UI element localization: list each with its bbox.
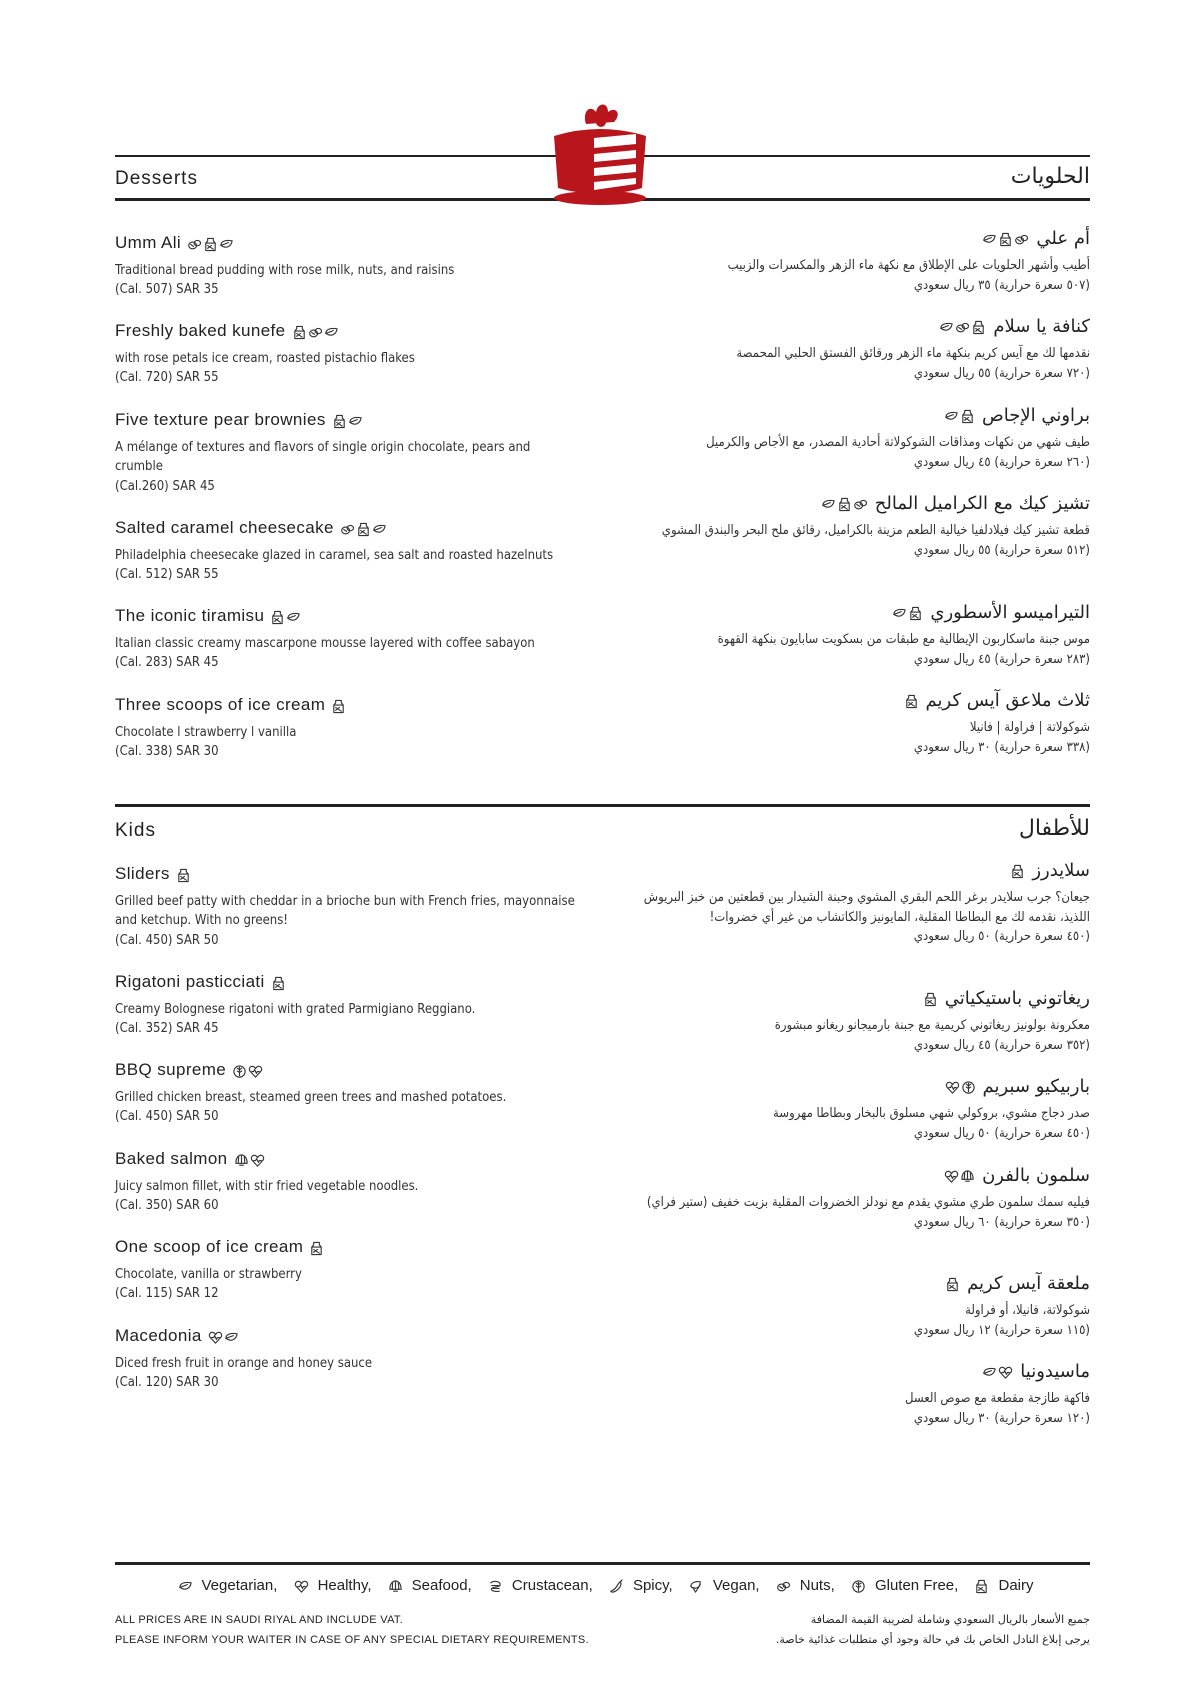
vegetarian-icon [224,1330,239,1345]
legend-icon-wrap [776,1578,794,1595]
item-description: أطيب وأشهر الحلويات على الإطلاق مع نكهة ماء الزهر والمكسرات والزبيب [727,258,1090,273]
dietary-icons [945,1273,961,1295]
item-name: ماسيدونيا [1020,1361,1090,1382]
item-price: (Cal. 283) SAR 45 [115,655,219,671]
legend-icon-wrap [294,1578,312,1595]
item-description: Philadelphia cheesecake glazed in caramel, sea salt and roasted hazelnuts [115,547,554,563]
gluten-free-icon [232,1064,247,1079]
item-description: نقدمها لك مع آيس كريم بنكهة ماء الزهر ورقائق الفستق الحلبي المحمصة [736,346,1090,361]
item-name: ريغاتوني باستيكياتي [944,988,1090,1009]
dairy-icon [331,699,346,714]
item-name: باربيكيو سبريم [982,1076,1090,1097]
item-name: سلايدرز [1032,860,1090,881]
menu-item [115,971,575,1039]
item-price: (٣٥٢ سعرة حرارية) ٤٥ ريال سعودي [913,1037,1090,1053]
dairy-icon [837,497,852,512]
menu-item [115,517,575,585]
dietary-icons [1010,860,1026,882]
item-name: Freshly baked kunefe [115,321,286,340]
legend-entry: Spicy, [603,1577,673,1595]
dietary-icons [232,1060,264,1082]
dairy-icon [923,992,938,1007]
item-price: (٥١٢ سعرة حرارية) ٥٥ ريال سعودي [913,542,1090,558]
menu-item [115,1236,575,1304]
dairy-icon [270,610,285,625]
dietary-legend [115,1577,1090,1595]
item-description: with rose petals ice cream, roasted pistachio flakes [115,350,415,366]
dietary-icons [821,493,869,515]
vegetarian-icon [892,606,907,621]
dietary-icons [309,1237,325,1259]
item-name: التيراميسو الأسطوري [930,602,1090,623]
footer-line: PLEASE INFORM YOUR WAITER IN CASE OF ANY SPECIAL DIETARY REQUIREMENTS. [115,1634,589,1646]
healthy-icon [248,1064,263,1079]
dairy-icon [203,237,218,252]
vegetarian-icon [821,497,836,512]
item-name: Three scoops of ice cream [115,695,326,714]
item-description: Grilled chicken breast, steamed green trees and mashed potatoes. [115,1089,507,1105]
menu-item-ar [620,228,1090,295]
item-name: كنافة يا سلام [993,316,1090,337]
item-name: The iconic tiramisu [115,606,265,625]
item-description: موس جبنة ماسكاربون الإيطالية مع طبقات من بسكويت سابايون بنكهة القهوة [717,632,1090,647]
menu-item [115,1148,575,1216]
legend-icon-wrap [689,1578,707,1595]
item-description: فيليه سمك سلمون طري مشوي يقدم مع نودلز الخضروات المقلية بزيت خفيف (ستير فراي) [646,1195,1090,1210]
item-price: (Cal. 450) SAR 50 [115,1109,219,1125]
dietary-icons [332,410,364,432]
legend-icon-wrap [974,1578,992,1595]
legend-icon-wrap [178,1578,196,1595]
dietary-icons [176,864,192,886]
footer-notice-ar [776,1610,1090,1650]
dairy-icon [176,868,191,883]
crustacean-icon [488,1579,503,1594]
vegetarian-icon [944,409,959,424]
menu-item [115,1059,575,1127]
healthy-icon [944,1169,959,1184]
item-price: (Cal. 720) SAR 55 [115,370,219,386]
item-description: فاكهة طازجة مقطعة مع صوص العسل [904,1391,1090,1406]
item-price: (٧٢٠ سعرة حرارية) ٥٥ ريال سعودي [913,365,1090,381]
menu-item-ar [620,860,1090,947]
item-price: (Cal. 512) SAR 55 [115,567,219,583]
item-price: (Cal. 338) SAR 30 [115,744,219,760]
menu-item-ar [620,602,1090,669]
menu-item [115,694,575,762]
seafood-icon [234,1153,249,1168]
dietary-icons [944,405,976,427]
item-description: Juicy salmon fillet, with stir fried vegetable noodles. [115,1178,419,1194]
kids-title: Kids [115,820,156,841]
item-price: (Cal. 115) SAR 12 [115,1286,219,1302]
menu-item [115,320,575,388]
item-price: (Cal. 350) SAR 60 [115,1198,219,1214]
menu-item-ar [620,690,1090,757]
dairy-icon [998,232,1013,247]
item-description: A mélange of textures and flavors of single origin chocolate, pears and crumble [115,439,531,475]
dietary-icons [944,1165,976,1187]
desserts-title: Desserts [115,168,198,189]
kids-top-rule [115,804,1090,807]
menu-item [115,1325,575,1393]
dairy-icon [904,694,919,709]
dietary-icons [340,518,388,540]
item-price: (٤٥٠ سعرة حرارية) ٥٠ ريال سعودي [913,1125,1090,1141]
item-description: طيف شهي من نكهات ومذاقات الشوكولاتة أحادية المصدر، مع الأجاص والكرميل [706,435,1090,450]
footer-line: ALL PRICES ARE IN SAUDI RIYAL AND INCLUDE VAT. [115,1614,404,1626]
legend-entry: Gluten Free, [845,1577,958,1595]
menu-item-ar [620,1165,1090,1232]
healthy-icon [945,1080,960,1095]
footer-line: جميع الأسعار بالريال السعودي وشاملة لضريبة القيمة المضافة [810,1613,1090,1626]
nuts-icon [187,237,202,252]
dietary-icons [208,1326,240,1348]
menu-item-ar [620,405,1090,472]
dairy-icon [292,325,307,340]
dairy-icon [945,1277,960,1292]
dairy-icon [971,320,986,335]
item-description: صدر دجاج مشوي، بروكولي شهي مسلوق بالبخار وبطاطا مهروسة [773,1106,1090,1121]
menu-item-ar [620,316,1090,383]
healthy-icon [294,1579,309,1594]
desserts-title-ar: الحلويات [1010,164,1090,189]
item-description: Grilled beef patty with cheddar in a brioche bun with French fries, mayonnaise and ketchup. With no greens! [115,893,575,929]
item-name: أم علي [1036,228,1090,249]
legend-entry: Dairy [968,1577,1033,1595]
nuts-icon [955,320,970,335]
seafood-icon [960,1169,975,1184]
item-description: Creamy Bolognese rigatoni with grated Parmigiano Reggiano. [115,1001,476,1017]
vegetarian-icon [324,325,339,340]
item-name: Rigatoni pasticciati [115,972,265,991]
legend-entry: Healthy, [288,1577,372,1595]
dairy-icon [974,1579,989,1594]
item-name: BBQ supreme [115,1060,227,1079]
dairy-icon [309,1241,324,1256]
dietary-icons [982,228,1030,250]
healthy-icon [998,1365,1013,1380]
item-price: (٣٥٠ سعرة حرارية) ٦٠ ريال سعودي [913,1214,1090,1230]
item-price: (Cal. 120) SAR 30 [115,1375,219,1391]
item-name: ملعقة آيس كريم [967,1273,1090,1294]
item-price: (٢٨٣ سعرة حرارية) ٤٥ ريال سعودي [913,651,1090,667]
dairy-icon [356,522,371,537]
vegetarian-icon [286,610,301,625]
menu-item-ar [620,1076,1090,1143]
kids-title-ar: للأطفال [1018,816,1090,841]
item-price: (Cal. 450) SAR 50 [115,932,219,948]
item-price: (٢٦٠ سعرة حرارية) ٤٥ ريال سعودي [913,454,1090,470]
dietary-icons [292,321,340,343]
item-price: (١٢٠ سعرة حرارية) ٣٠ ريال سعودي [913,1410,1090,1426]
vegan-icon [689,1579,704,1594]
menu-item-ar [620,493,1090,560]
item-name: ثلاث ملاعق آيس كريم [925,690,1090,711]
dietary-icons [923,988,939,1010]
item-price: (٤٥٠ سعرة حرارية) ٥٠ ريال سعودي [913,929,1090,944]
item-description: Diced fresh fruit in orange and honey sauce [115,1355,373,1371]
legend-rule [115,1562,1090,1565]
item-price: (Cal.260) SAR 45 [115,478,215,494]
menu-item [115,605,575,673]
item-price: (Cal. 507) SAR 35 [115,282,219,298]
footer-notice [115,1610,589,1650]
item-description: Traditional bread pudding with rose milk, nuts, and raisins [115,262,455,278]
item-name: One scoop of ice cream [115,1237,304,1256]
dairy-icon [271,976,286,991]
gluten-free-icon [851,1579,866,1594]
dietary-icons [234,1149,266,1171]
item-name: تشيز كيك مع الكراميل المالح [874,493,1090,514]
menu-item-ar [620,1361,1090,1428]
legend-icon-wrap [851,1578,869,1595]
vegetarian-icon [219,237,234,252]
legend-entry: Vegetarian, [172,1577,278,1595]
nuts-icon [340,522,355,537]
vegetarian-icon [939,320,954,335]
item-name: Sliders [115,864,170,883]
dietary-icons [270,606,302,628]
item-name: Five texture pear brownies [115,410,326,429]
item-name: Salted caramel cheesecake [115,518,334,537]
dietary-icons [271,972,287,994]
item-description: Chocolate, vanilla or strawberry [115,1266,302,1282]
legend-entry: Crustacean, [482,1577,593,1595]
footer-line: يرجى إبلاغ النادل الخاص بك في حالة وجود أي متطلبات غذائية خاصة. [775,1633,1090,1646]
item-description: قطعة تشيز كيك فيلادلفيا خيالية الطعم مزينة بالكراميل، رقائق ملح البحر والبندق المشوي [661,523,1090,538]
dietary-icons [982,1361,1014,1383]
legend-entry: Nuts, [770,1577,835,1595]
dietary-icons [187,233,235,255]
item-name: Umm Ali [115,233,182,252]
vegetarian-icon [178,1579,193,1594]
spicy-icon [609,1579,624,1594]
item-name: Macedonia [115,1326,202,1345]
dietary-icons [331,695,347,717]
legend-icon-wrap [488,1578,506,1595]
legend-entry: Vegan, [683,1577,760,1595]
menu-item [115,409,575,496]
dietary-icons [904,690,920,712]
item-price: (٥٠٧ سعرة حرارية) ٣٥ ريال سعودي [913,277,1090,293]
vegetarian-icon [982,232,997,247]
item-name: سلمون بالفرن [982,1165,1090,1186]
menu-item-ar [620,988,1090,1055]
healthy-icon [250,1153,265,1168]
cake-logo-icon [538,98,662,206]
dietary-icons [892,602,924,624]
nuts-icon [776,1579,791,1594]
nuts-icon [853,497,868,512]
item-description: جيعان؟ جرب سلايدر برغر اللحم البقري المشوي وجبنة الشيدار بين قطعتين من خبز البريوش اللذيذ، نقدمه لك مع البطاطا المقلية، المايونيز والكاتشاب من غير أي خضروات! [643,890,1090,925]
item-price: (٣٣٨ سعرة حرارية) ٣٠ ريال سعودي [913,739,1090,755]
item-description: Chocolate l strawberry l vanilla [115,724,297,740]
gluten-free-icon [961,1080,976,1095]
nuts-icon [308,325,323,340]
item-price: (١١٥ سعرة حرارية) ١٢ ريال سعودي [913,1322,1090,1338]
dairy-icon [1010,864,1025,879]
seafood-icon [388,1579,403,1594]
legend-icon-wrap [388,1578,406,1595]
item-description: شوكولاتة | فراولة | فانيلا [969,720,1090,735]
dietary-icons [939,316,987,338]
legend-entry: Seafood, [382,1577,472,1595]
dairy-icon [908,606,923,621]
menu-item [115,863,575,950]
item-description: Italian classic creamy mascarpone mousse layered with coffee sabayon [115,635,535,651]
menu-item [115,232,575,300]
dietary-icons [945,1076,977,1098]
menu-item-ar [620,1273,1090,1340]
dairy-icon [960,409,975,424]
vegetarian-icon [372,522,387,537]
healthy-icon [208,1330,223,1345]
item-name: Baked salmon [115,1149,228,1168]
dairy-icon [332,414,347,429]
item-description: معكرونة بولونيز ريغاتوني كريمية مع جبنة بارميجانو ريغانو مبشورة [774,1018,1090,1033]
nuts-icon [1014,232,1029,247]
legend-icon-wrap [609,1578,627,1595]
item-price: (Cal. 352) SAR 45 [115,1021,219,1037]
item-name: براوني الإجاص [981,405,1090,426]
item-description: شوكولاتة، فانيلا، أو فراولة [965,1303,1090,1318]
vegetarian-icon [982,1365,997,1380]
vegetarian-icon [348,414,363,429]
